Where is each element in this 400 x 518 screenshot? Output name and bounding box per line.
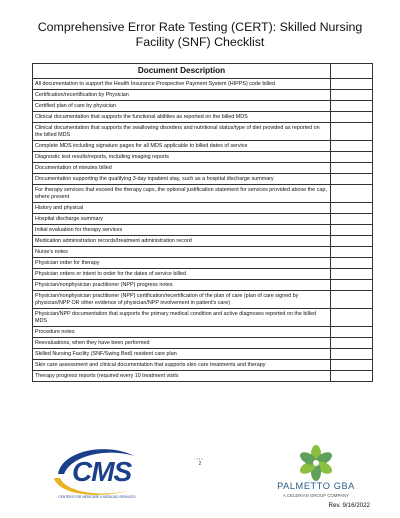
palmetto-gba-wordmark: PALMETTO GBA — [277, 481, 355, 491]
table-row — [33, 112, 373, 123]
checkbox-cell[interactable] — [331, 141, 373, 152]
document-description-cell: Physician orders or intent to order for the dates of service billed — [33, 269, 331, 280]
checkbox-cell[interactable] — [331, 163, 373, 174]
table-row — [33, 236, 373, 247]
checkbox-cell[interactable] — [331, 90, 373, 101]
checkbox-cell[interactable] — [331, 247, 373, 258]
checkbox-cell[interactable] — [331, 371, 373, 382]
table-row — [33, 79, 373, 90]
table-row — [33, 101, 373, 112]
document-description-cell: Therapy progress reports (required every 10 treatment visits — [33, 371, 331, 382]
table-row — [33, 174, 373, 185]
checkbox-cell[interactable] — [331, 258, 373, 269]
table-row — [33, 152, 373, 163]
palmetto-leaf-icon — [256, 441, 376, 481]
document-description-cell: Initial evaluation for therapy services — [33, 225, 331, 236]
table-row — [33, 123, 373, 141]
table-row — [33, 327, 373, 338]
table-row — [33, 185, 373, 203]
page-number-block — [193, 457, 207, 467]
document-description-cell: Clinical documentation that supports the swallowing disorders and nutritional status/type of diet provided as reported on the billed MDS — [33, 123, 331, 141]
document-description-cell: For therapy services that exceed the therapy caps, the optional justification statement for services provided above the cap, where present — [33, 185, 331, 203]
table-row — [33, 247, 373, 258]
checkbox-cell[interactable] — [331, 214, 373, 225]
document-description-cell: Reevaluations, when they have been performed — [33, 338, 331, 349]
page-number: 2 — [198, 461, 202, 467]
document-description-cell: History and physical — [33, 203, 331, 214]
checkbox-cell[interactable] — [331, 309, 373, 327]
document-description-cell: Physician order for therapy — [33, 258, 331, 269]
document-description-cell: Clinical documentation that supports the functional abilities as reported on the billed MDS — [33, 112, 331, 123]
column-header-document-description: Document Description — [33, 64, 331, 79]
document-description-cell: Skilled Nursing Facility (SNF/Swing Bed) resident care plan — [33, 349, 331, 360]
table-header-row — [33, 64, 373, 79]
checkbox-cell[interactable] — [331, 269, 373, 280]
cms-tagline: CENTERS FOR MEDICARE & MEDICAID SERVICES — [58, 495, 136, 499]
checklist-table — [32, 63, 373, 382]
checkbox-cell[interactable] — [331, 152, 373, 163]
checkbox-cell[interactable] — [331, 327, 373, 338]
table-row — [33, 360, 373, 371]
table-row — [33, 338, 373, 349]
checkbox-cell[interactable] — [331, 360, 373, 371]
document-description-cell: Certified plan of care by physician — [33, 101, 331, 112]
table-row — [33, 280, 373, 291]
document-description-cell: Complete MDS including signature pages for all MDS applicable to billed dates of service — [33, 141, 331, 152]
palmetto-gba-logo — [256, 441, 376, 511]
cms-wordmark: CMS — [72, 456, 132, 487]
checkbox-cell[interactable] — [331, 203, 373, 214]
table-row — [33, 225, 373, 236]
table-row — [33, 203, 373, 214]
document-description-cell: All documentation to support the Health Insurance Prospective Payment System (HIPPS) code billed — [33, 79, 331, 90]
document-description-cell: Hospital discharge summary — [33, 214, 331, 225]
table-row — [33, 291, 373, 309]
table-row — [33, 90, 373, 101]
column-header-check — [331, 64, 373, 79]
checkbox-cell[interactable] — [331, 123, 373, 141]
table-row — [33, 141, 373, 152]
table-row — [33, 163, 373, 174]
document-description-cell: Medication administration records/treatment administration record — [33, 236, 331, 247]
revision-date: Rev. 9/16/2022 — [328, 502, 370, 509]
table-row — [33, 269, 373, 280]
palmetto-gba-tagline: A CELERIAN GROUP COMPANY — [282, 493, 350, 498]
checkbox-cell[interactable] — [331, 185, 373, 203]
checkbox-cell[interactable] — [331, 174, 373, 185]
document-description-cell: Physician/NPP documentation that supports the primary medical condition and active diagnoses reported on the billed MDS — [33, 309, 331, 327]
table-row — [33, 349, 373, 360]
checkbox-cell[interactable] — [331, 225, 373, 236]
document-description-cell: Skin care assessment and clinical documentation that supports skin care treatments and therapy — [33, 360, 331, 371]
checkbox-cell[interactable] — [331, 236, 373, 247]
document-description-cell: Nurse's notes — [33, 247, 331, 258]
document-description-cell: Physician/nonphysician practitioner (NPP) certification/recertification of the plan of care (plan of care signed by physician/NPP OR other evidence of physician/NPP involvement in patient's care) — [33, 291, 331, 309]
table-row — [33, 371, 373, 382]
checkbox-cell[interactable] — [331, 101, 373, 112]
table-row — [33, 258, 373, 269]
document-description-cell: Physician/nonphysician practitioner (NPP) progress notes — [33, 280, 331, 291]
document-description-cell: Procedure notes — [33, 327, 331, 338]
document-title: Comprehensive Error Rate Testing (CERT): Skilled Nursing Facility (SNF) Checklist — [37, 20, 363, 49]
dots-ornament: ••• — [196, 456, 204, 461]
checkbox-cell[interactable] — [331, 280, 373, 291]
checkbox-cell[interactable] — [331, 338, 373, 349]
table-row — [33, 309, 373, 327]
cms-logo — [48, 444, 140, 502]
page-footer — [0, 440, 400, 518]
checkbox-cell[interactable] — [331, 79, 373, 90]
checkbox-cell[interactable] — [331, 112, 373, 123]
document-description-cell: Documentation supporting the qualifying 3-day inpatient stay, such as a hospital discharge summary — [33, 174, 331, 185]
table-row — [33, 214, 373, 225]
document-description-cell: Certification/recertification by Physician — [33, 90, 331, 101]
checkbox-cell[interactable] — [331, 291, 373, 309]
checkbox-cell[interactable] — [331, 349, 373, 360]
document-description-cell: Documentation of minutes billed — [33, 163, 331, 174]
document-description-cell: Diagnostic test results/reports, including imaging reports — [33, 152, 331, 163]
